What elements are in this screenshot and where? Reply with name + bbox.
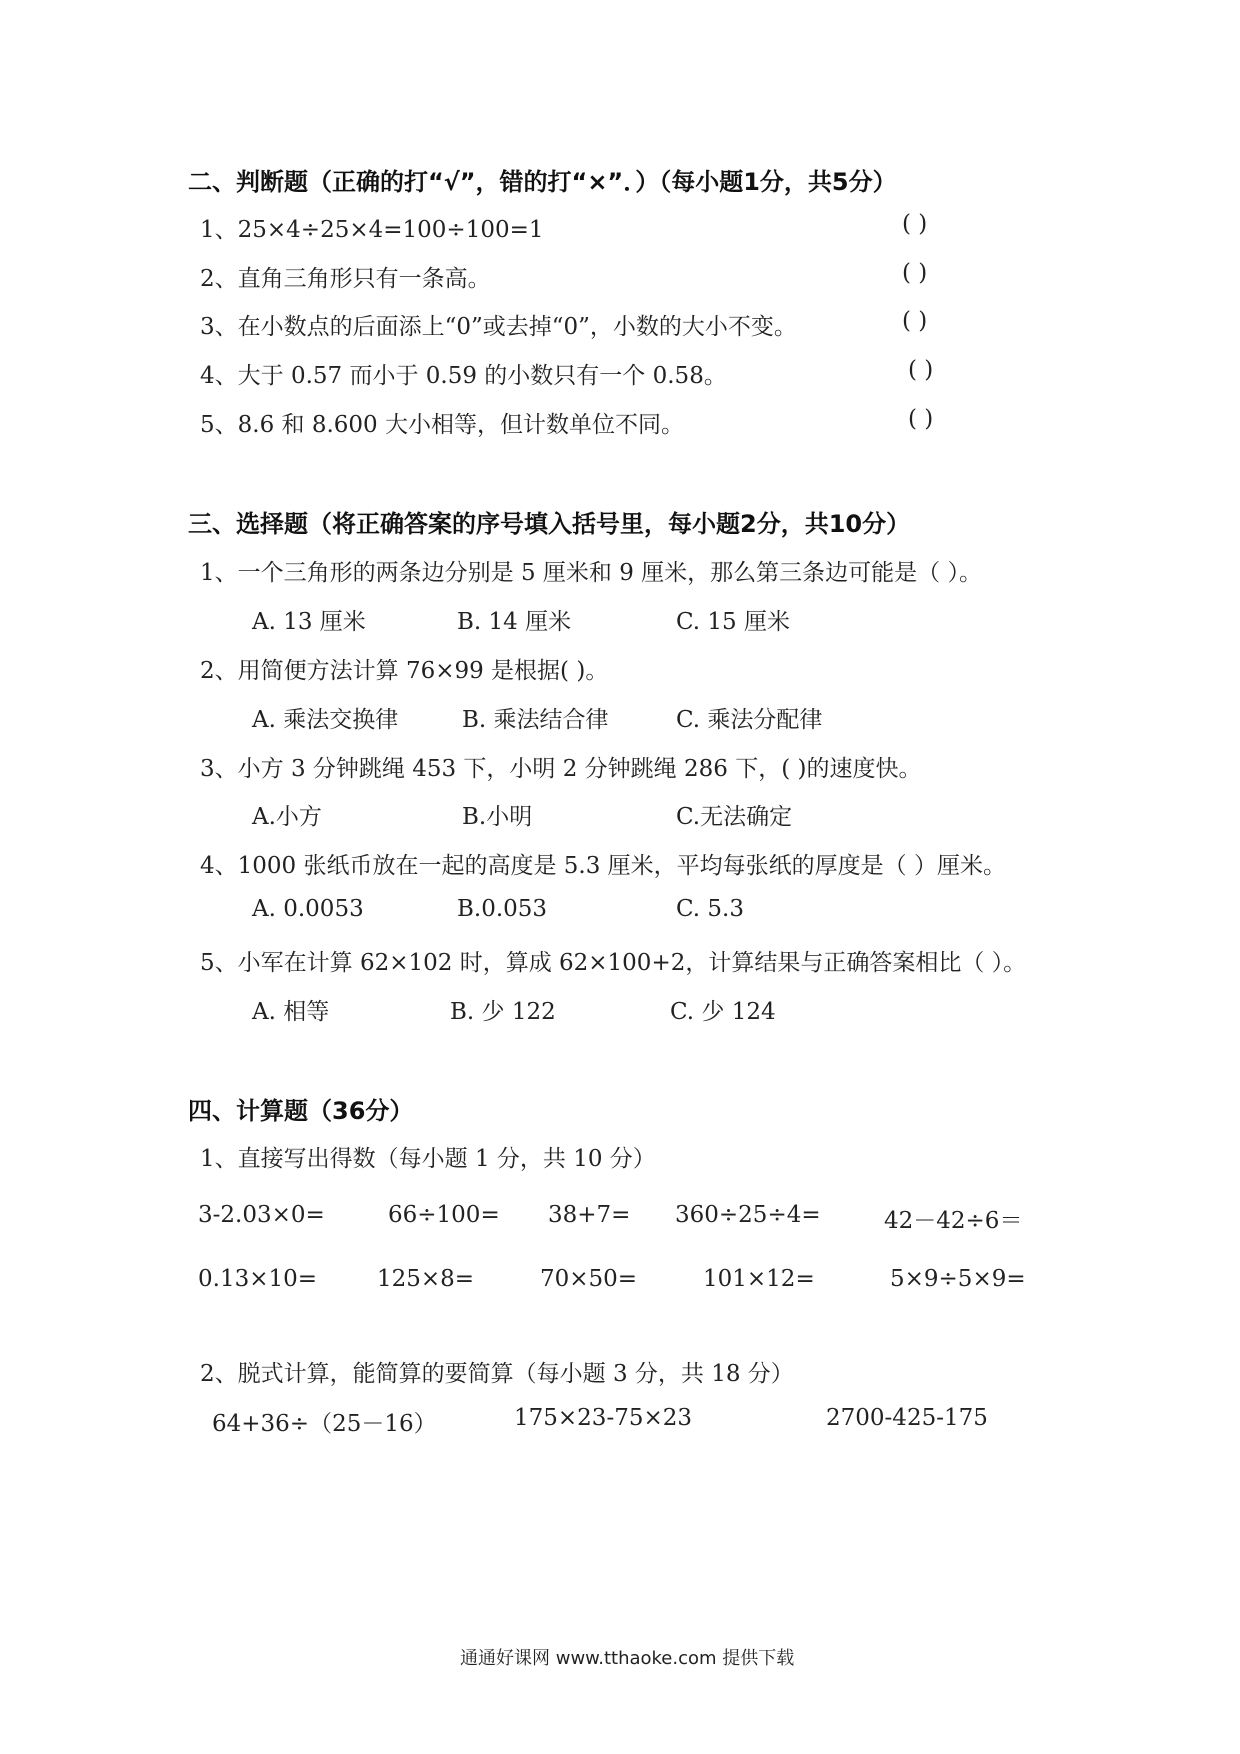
calc-part2-title: 2、脱式计算，能简算的要简算（每小题 3 分，共 18 分） [200,1361,794,1387]
judge-item-3: 3、在小数点的后面添上“0”或去掉“0”，小数的大小不变。 [200,314,797,340]
answer-paren[interactable]: ( ) [902,308,928,334]
expression-item: 2700-425-175 [826,1405,988,1431]
choice-option-a[interactable]: A. 0.0053 [252,896,364,922]
choice-question-3: 3、小方 3 分钟跳绳 453 下，小明 2 分钟跳绳 286 下，( )的速度快。 [200,756,922,782]
choice-option-a[interactable]: A. 13 厘米 [252,609,366,635]
footer-download-note: 通通好课网 www.tthaoke.com 提供下载 [460,1648,795,1669]
choice-option-c[interactable]: C. 5.3 [676,896,744,922]
choice-option-b[interactable]: B. 少 122 [450,999,556,1025]
choice-option-b[interactable]: B. 14 厘米 [457,609,572,635]
mental-math-item: 5×9÷5×9= [890,1266,1026,1292]
choice-option-a[interactable]: A.小方 [252,804,322,830]
mental-math-item: 125×8= [377,1266,475,1292]
mental-math-item: 70×50= [540,1266,638,1292]
choice-option-b[interactable]: B.0.053 [457,896,548,922]
expression-item: 175×23-75×23 [514,1405,693,1431]
answer-paren[interactable]: ( ) [902,211,928,237]
choice-question-2: 2、用简便方法计算 76×99 是根据( )。 [200,658,609,684]
judge-item-4: 4、大于 0.57 而小于 0.59 的小数只有一个 0.58。 [200,363,727,389]
section-heading-judge: 二、判断题（正确的打“√”，错的打“×”．）（每小题1分，共5分） [188,168,897,196]
choice-option-b[interactable]: B. 乘法结合律 [462,707,609,733]
section-heading-choice: 三、选择题（将正确答案的序号填入括号里，每小题2分，共10分） [188,510,911,538]
judge-item-1: 1、25×4÷25×4=100÷100=1 [200,217,544,243]
mental-math-item: 42－42÷6＝ [884,1208,1023,1234]
choice-question-1: 1、一个三角形的两条边分别是 5 厘米和 9 厘米，那么第三条边可能是（ ）。 [200,560,982,586]
choice-option-c[interactable]: C. 少 124 [670,999,776,1025]
choice-option-a[interactable]: A. 乘法交换律 [252,707,399,733]
choice-option-c[interactable]: C. 15 厘米 [676,609,790,635]
mental-math-item: 66÷100= [388,1202,500,1228]
judge-item-5: 5、8.6 和 8.600 大小相等，但计数单位不同。 [200,412,684,438]
choice-option-a[interactable]: A. 相等 [252,999,330,1025]
expression-item: 64+36÷（25－16） [212,1411,437,1437]
section-heading-calc: 四、计算题（36分） [188,1097,414,1125]
calc-part1-title: 1、直接写出得数（每小题 1 分，共 10 分） [200,1146,656,1172]
choice-question-5: 5、小军在计算 62×102 时，算成 62×100+2，计算结果与正确答案相比（ ）。 [200,950,1027,976]
answer-paren[interactable]: ( ) [908,406,934,432]
mental-math-item: 3-2.03×0= [198,1202,325,1228]
mental-math-item: 38+7= [548,1202,631,1228]
choice-option-c[interactable]: C. 乘法分配律 [676,707,823,733]
mental-math-item: 0.13×10= [198,1266,318,1292]
choice-option-c[interactable]: C.无法确定 [676,804,793,830]
choice-question-4: 4、1000 张纸币放在一起的高度是 5.3 厘米，平均每张纸的厚度是（ ）厘米。 [200,853,1006,879]
answer-paren[interactable]: ( ) [908,357,934,383]
answer-paren[interactable]: ( ) [902,260,928,286]
choice-option-b[interactable]: B.小明 [462,804,533,830]
mental-math-item: 101×12= [703,1266,815,1292]
judge-item-2: 2、直角三角形只有一条高。 [200,266,491,292]
mental-math-item: 360÷25÷4= [675,1202,821,1228]
